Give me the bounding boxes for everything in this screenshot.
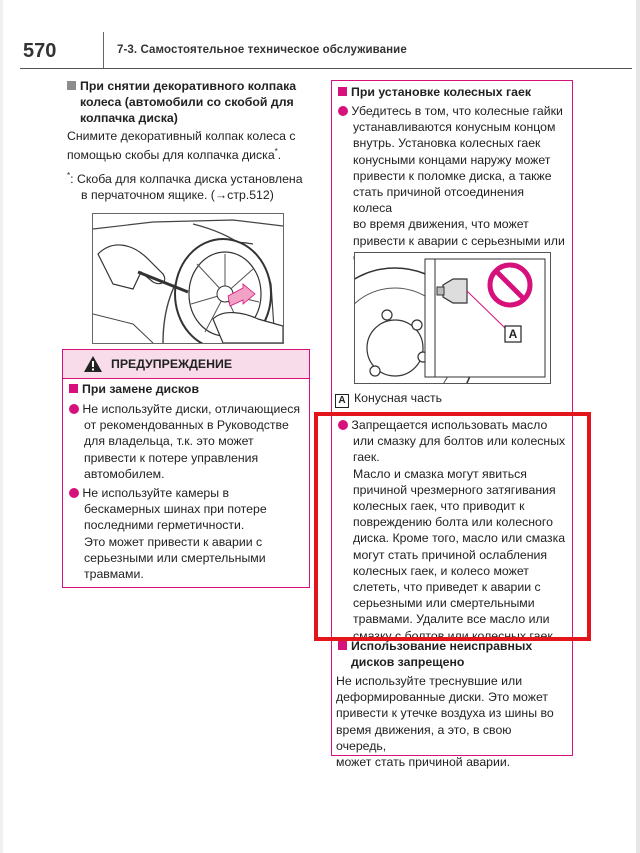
text-line: Масло и смазка могут явиться — [353, 466, 527, 481]
footnote-mark: * — [274, 147, 278, 157]
page-edge-right — [636, 0, 640, 853]
header-divider — [103, 32, 104, 68]
wheel-nut-heading — [338, 84, 531, 100]
text-span: Не используйте диски, отличающиеся — [82, 402, 301, 416]
warning-subheading — [69, 381, 199, 397]
text-line: диска. Кроме того, масло или смазка — [353, 531, 566, 546]
heading-line: колпачка диска) — [80, 111, 178, 126]
text-span: Запрещается использовать масло — [351, 418, 548, 432]
text-line: серьезными или смертельными — [353, 596, 535, 611]
heading-line: При снятии декоративного колпака — [80, 79, 297, 93]
footnote-mark: * — [67, 171, 71, 180]
page-header — [0, 0, 640, 72]
footnote — [67, 168, 317, 204]
text-line: привести к утечке воздуха из шины во — [336, 706, 554, 721]
text-line: бескамерных шинах при потере — [84, 502, 267, 517]
hubcap-removal-illustration — [92, 213, 284, 344]
text-line — [67, 168, 317, 187]
section-heading-hubcap — [67, 78, 307, 127]
text-line: повреждению болта или колесного — [353, 515, 553, 530]
figure-label-a: A — [508, 327, 518, 341]
text-span: Не используйте камеры в — [82, 486, 230, 500]
text-line: привести к потере управления — [84, 450, 259, 465]
warning-title: ПРЕДУПРЕЖДЕНИЕ — [111, 357, 233, 371]
text-line: слететь, что приведет к аварии с — [353, 580, 541, 595]
text-line — [67, 144, 317, 163]
warning-item-1 — [69, 401, 301, 482]
text-line: колесных гаек, что приводит к — [353, 499, 525, 514]
bullet-icon — [338, 106, 348, 116]
text-line: смазку с болтов или колесных гаек. — [353, 628, 557, 643]
figure-caption — [335, 390, 565, 408]
warning-header — [63, 350, 309, 379]
text-line: гаек. — [353, 450, 380, 465]
text-line: Снимите декоративный колпак колеса с — [67, 129, 296, 143]
text-line — [69, 401, 301, 417]
text-line: травмами. Удалите все масло или — [353, 612, 550, 627]
hubcap-instructions — [67, 128, 317, 164]
warning-box — [62, 349, 310, 588]
warning-icon — [83, 355, 103, 373]
wheel-nut-illustration-svg — [355, 253, 550, 383]
text-line — [338, 103, 566, 119]
text-line: для владельца, т.к. это может — [84, 434, 254, 449]
text-line: могут стать причиной ослабления — [353, 547, 548, 562]
text-line: Это может привести к аварии с — [84, 534, 263, 549]
text-line: устанавливаются конусным концом — [353, 120, 556, 135]
text-line: травмами. — [84, 567, 144, 582]
section-marker-icon — [338, 641, 347, 650]
text-span: Использование неисправных — [351, 639, 533, 653]
highlight-frame — [314, 412, 591, 641]
text-line: колесных гаек, и колесо может — [353, 563, 529, 578]
text-line: может стать причиной аварии. — [336, 755, 511, 770]
section-marker-icon — [338, 87, 347, 96]
wheel-nut-illustration — [354, 252, 551, 384]
damaged-disc-heading — [338, 638, 566, 670]
text-line: последними герметичности. — [84, 518, 245, 533]
damaged-disc-text — [336, 673, 564, 770]
text-line: Не используйте треснувшие или — [336, 674, 523, 688]
text-line: дисков запрещено — [351, 655, 465, 670]
text-line: автомобилем. — [84, 466, 165, 481]
text-span: : Скоба для колпачка диска установлена — [70, 172, 303, 187]
bullet-icon — [69, 404, 79, 414]
chapter-title: 7-3. Самостоятельное техническое обслуживание — [117, 44, 407, 56]
text-line: причиной чрезмерного затягивания — [353, 482, 556, 497]
text-line: конусными концами наружу может — [353, 152, 551, 167]
section-marker-icon — [69, 384, 78, 393]
hubcap-illustration-svg — [93, 214, 283, 343]
text-line: от рекомендованных в Руководстве — [84, 418, 289, 433]
text-line: привести к поломке диска, а также — [353, 168, 552, 183]
text-line: в перчаточном ящике. (→стр.512) — [81, 188, 274, 203]
text-line: внутрь. Установка колесных гаек — [353, 136, 541, 151]
text-line: серьезными или смертельными — [84, 550, 266, 565]
text-line: привести к аварии с серьезными или — [353, 233, 565, 248]
text-span: Убедитесь в том, что колесные гайки — [351, 104, 563, 118]
bullet-icon — [69, 488, 79, 498]
text-line: стать причиной отсоединения колеса — [353, 185, 524, 216]
text-line: деформированные диски. Это может — [336, 690, 549, 705]
text-span: При замене дисков — [82, 382, 200, 396]
text-span: Конусная часть — [354, 391, 443, 405]
section-marker-icon — [67, 81, 76, 90]
text-span: помощью скобы для колпачка диска — [67, 148, 275, 163]
text-span: При установке колесных гаек — [351, 85, 531, 99]
header-rule — [20, 68, 632, 69]
heading-line: колеса (автомобили со скобой для — [80, 95, 294, 110]
page-edge-left — [0, 0, 3, 853]
text-line: время движения, а это, в свою очередь, — [336, 722, 512, 753]
text-span: . — [277, 148, 282, 163]
page-number: 570 — [23, 40, 57, 62]
warning-item-2 — [69, 485, 301, 582]
caption-label-a: A — [335, 394, 349, 408]
text-line: или смазку для болтов или колесных — [353, 434, 566, 449]
text-line: во время движения, что может — [353, 217, 529, 232]
wheel-nut-item-1 — [338, 103, 566, 265]
text-line — [69, 485, 301, 501]
